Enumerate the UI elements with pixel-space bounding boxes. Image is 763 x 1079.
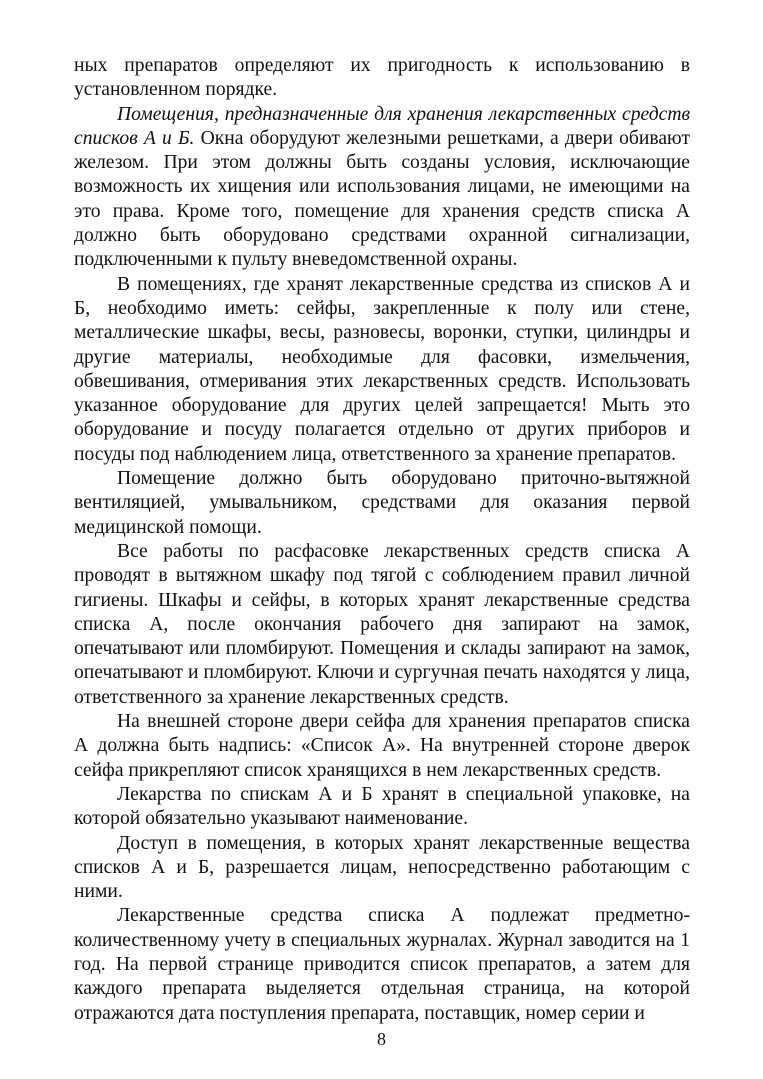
- paragraph: Доступ в помещения, в которых хранят лекарственные вещества списков А и Б, разрешается лицам, непосредственно работающим с ними.: [74, 832, 690, 903]
- paragraph: Все работы по расфасовке лекарственных средств списка А проводят в вытяжном шкафу под тягой с соблюдением правил личной гигиены. Шкафы и сейфы, в которых хранят лекарственные средства списка А, после окончания рабочего дня запирают на замок, опечатывают или пломбируют. Помещения и склады запирают на замок, опечатывают и пломбируют. Ключи и сургучная печать находятся у лица, ответственного за хранение лекарственных средств.: [74, 540, 690, 708]
- paragraph-text: Окна оборудуют железными решетками, а двери обивают железом. При этом должны быть созданы условия, исключающие возможность их хищения или использования лицами, не имеющими на это права. Кроме того, помещение для хранения средств списка А должно быть оборудовано средствами охранной сигнализации, подключенными к пульту вневедомственной охраны.: [74, 127, 691, 271]
- italic-heading: Помещения, предназначенные для хранения лекарственных средств списков А и Б.: [74, 103, 690, 149]
- paragraph: Лекарства по спискам А и Б хранят в специальной упаковке, на которой обязательно указывают наименование.: [74, 783, 690, 830]
- paragraph: На внешней стороне двери сейфа для хранения препаратов списка А должна быть надпись: «Список А». На внутренней стороне дверок сейфа прикрепляют список хранящихся в нем лекарственных средств.: [74, 711, 690, 781]
- paragraph: [74, 103, 690, 273]
- paragraph: В помещениях, где хранят лекарственные средства из списков А и Б, необходимо иметь: сейфы, закрепленные к полу или стене, металлические шкафы, весы, разновесы, воронки, ступки, цилиндры и другие материалы, необходимые для фасовки, измельчения, обвешивания, отмеривания этих лекарственных средств. Использовать указанное оборудование для других целей запрещается! Мыть это оборудование и посуду полагается отдельно от других приборов и посуды под наблюдением лица, ответственного за хранение препаратов.: [74, 273, 690, 465]
- paragraph: Лекарственные средства списка А подлежат предметно-количественному учету в специальных журналах. Журнал заводится на 1 год. На первой странице приводится список препаратов, а затем для каждого препарата выделяется отдельная страница, на которой отражаются дата поступления препарата, поставщик, номер серии и: [74, 905, 690, 1024]
- paragraph: ных препаратов определяют их пригодность к использованию в установленном порядке.: [74, 55, 690, 101]
- paragraph: Помещение должно быть оборудовано приточно-вытяжной вентиляцией, умывальником, средствами для оказания первой медицинской помощи.: [74, 468, 690, 538]
- page-number: 8: [377, 1029, 386, 1049]
- page-body: [74, 54, 690, 1026]
